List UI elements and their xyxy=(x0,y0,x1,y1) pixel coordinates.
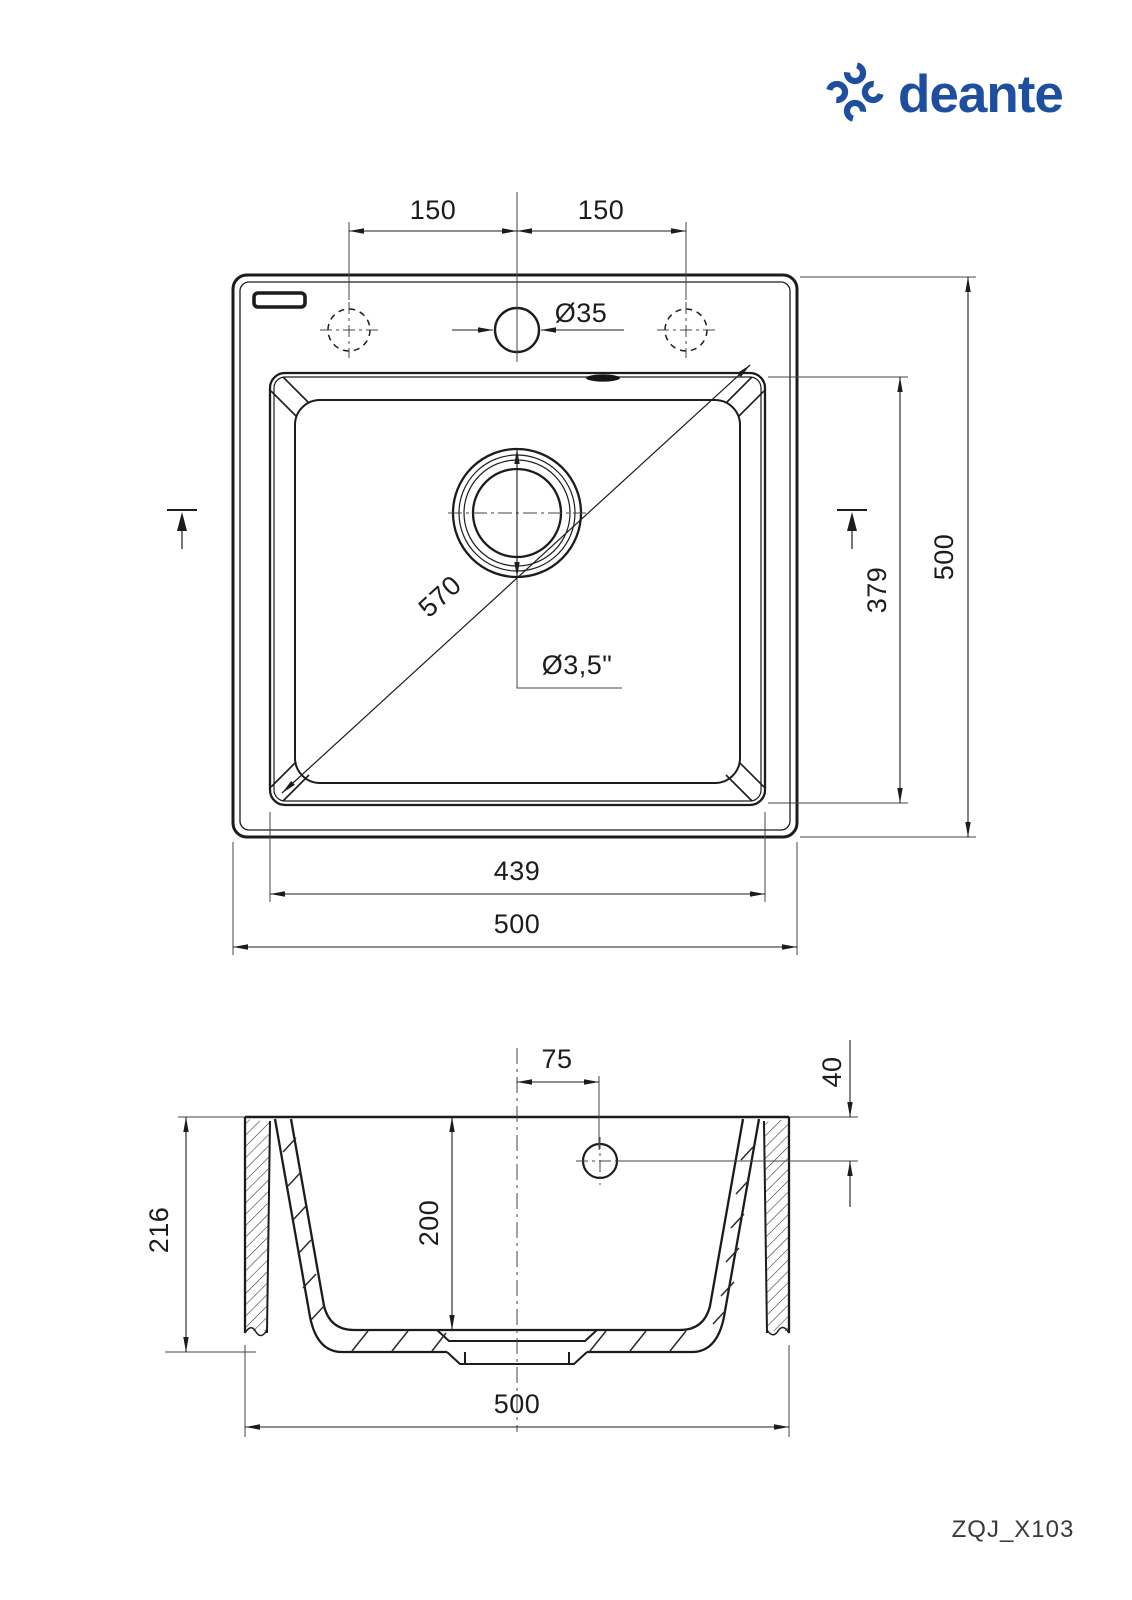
left-wall-hatch xyxy=(246,1119,269,1331)
brand-wordmark: deante xyxy=(898,65,1063,124)
dim-bottom xyxy=(233,812,797,955)
dim-left-hole-spacing: 150 xyxy=(409,195,457,225)
dim-bowl-inner-depth-text: 200 xyxy=(414,1199,444,1247)
dim-bowl-diagonal-text: 570 xyxy=(412,569,468,624)
logo xyxy=(828,64,1063,124)
dim-total-depth: 500 xyxy=(929,533,959,581)
dim-overflow-offset xyxy=(517,1044,599,1150)
dim-bowl-diagonal xyxy=(282,365,750,793)
dim-section-width-text: 500 xyxy=(493,1389,541,1419)
right-wall-hatch xyxy=(765,1119,788,1331)
dim-bowl-width: 439 xyxy=(493,856,541,886)
deante-flower-icon xyxy=(828,64,882,120)
wall-hatch-ticks xyxy=(283,1138,754,1351)
dim-total-width: 500 xyxy=(493,909,541,939)
overflow-hole xyxy=(576,1137,858,1185)
dim-right xyxy=(768,277,976,837)
drawing-code: ZQJ_X103 xyxy=(951,1516,1075,1543)
dim-overflow-offset-text: 75 xyxy=(541,1044,573,1074)
dim-overflow-from-top-text: 40 xyxy=(817,1056,847,1088)
dim-overflow-from-top xyxy=(817,1040,850,1207)
dim-section-width xyxy=(245,1345,789,1437)
section-view xyxy=(144,1040,858,1437)
dim-bowl-depth: 379 xyxy=(862,566,892,614)
dim-tap-hole-diameter: Ø35 xyxy=(554,298,608,328)
logo-badge-plate xyxy=(254,293,305,307)
dim-total-height xyxy=(144,1117,256,1352)
overflow-slot xyxy=(586,374,620,381)
dim-drain-diameter: Ø3,5" xyxy=(541,650,613,680)
dim-bowl-inner-depth xyxy=(414,1117,452,1330)
top-view xyxy=(167,192,976,955)
dim-right-hole-spacing: 150 xyxy=(577,195,625,225)
dim-total-height-text: 216 xyxy=(144,1206,174,1254)
